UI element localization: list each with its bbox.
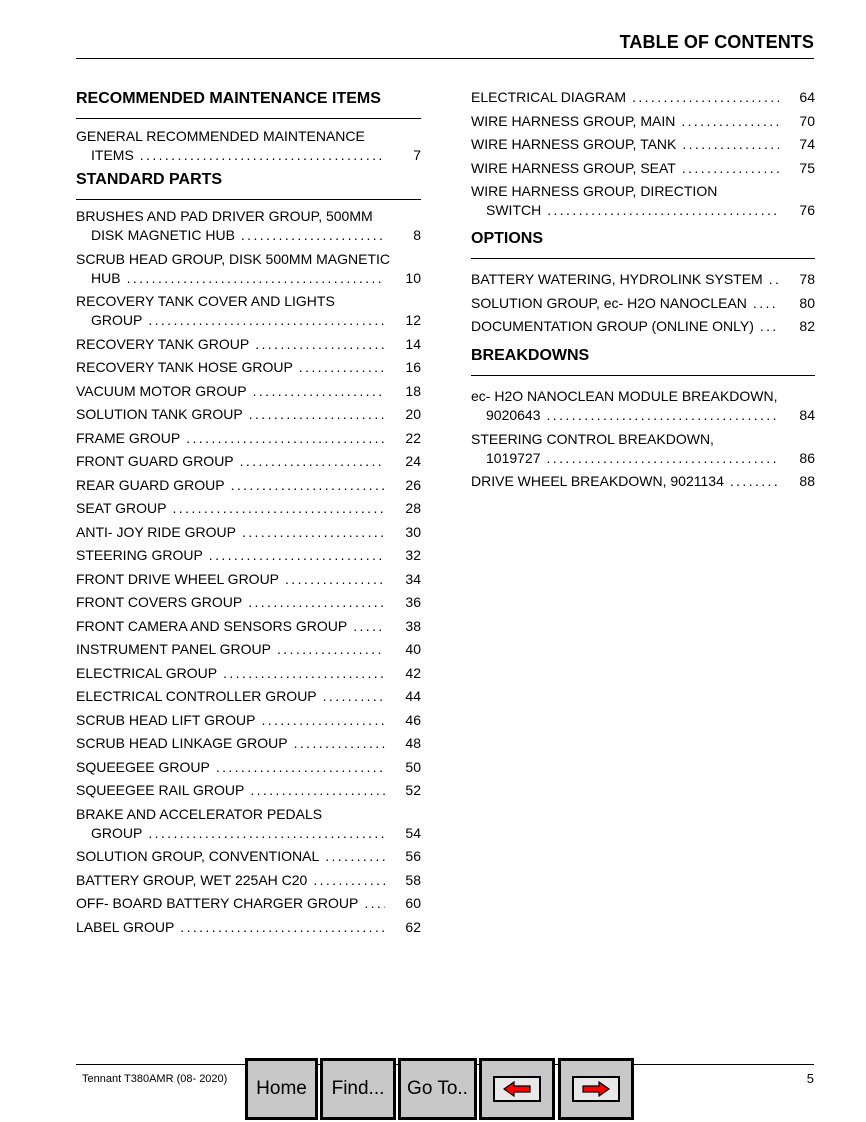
toc-entry-title: SWITCH (486, 202, 542, 218)
section-divider (76, 118, 421, 119)
toc-entry-page: 42 (405, 664, 421, 681)
toc-entry-page: 14 (405, 335, 421, 352)
next-arrow-frame (572, 1076, 620, 1102)
toc-entry[interactable] (76, 781, 421, 800)
toc-entry[interactable] (76, 499, 421, 518)
toc-entry-page: 60 (405, 895, 421, 911)
dot-leader (127, 269, 385, 288)
dot-leader (180, 918, 385, 937)
dot-leader (248, 593, 385, 612)
dot-leader (760, 317, 779, 336)
toc-entry-title-line: STEERING CONTROL BREAKDOWN, (471, 430, 714, 447)
toc-entry[interactable] (471, 270, 815, 289)
dot-leader (209, 546, 385, 565)
dot-leader (255, 335, 385, 354)
toc-entry[interactable] (76, 250, 421, 288)
toc-entry-title: GROUP (91, 824, 143, 841)
toc-entry-title-line: BRUSHES AND PAD DRIVER GROUP, 500MM (76, 208, 373, 224)
toc-entry[interactable] (76, 476, 421, 495)
toc-entry-page: 30 (405, 523, 421, 540)
dot-leader (242, 523, 385, 542)
previous-page-button[interactable] (479, 1058, 555, 1120)
toc-entry-page: 86 (799, 449, 815, 466)
toc-entry-page: 40 (405, 641, 421, 657)
toc-entry-page: 38 (405, 617, 421, 634)
toc-entry-page: 54 (405, 824, 421, 841)
toc-entry-page: 82 (799, 318, 815, 334)
toc-entry[interactable] (76, 593, 421, 612)
right-column (471, 0, 815, 1000)
toc-entry[interactable] (471, 88, 815, 107)
toc-entry-page: 50 (405, 758, 421, 775)
toc-entry[interactable] (76, 429, 421, 448)
toc-entry-title: 1019727 (486, 449, 541, 466)
toc-entry-title: DISK MAGNETIC HUB (91, 227, 235, 243)
toc-entry[interactable] (471, 317, 815, 336)
dot-leader (547, 449, 779, 468)
toc-entry-title: ELECTRICAL GROUP (76, 664, 218, 681)
section-divider (471, 375, 815, 376)
toc-entry-page: 58 (405, 871, 421, 888)
toc-entry-title: FRONT DRIVE WHEEL GROUP (76, 570, 280, 587)
toc-entry[interactable] (76, 894, 421, 913)
toc-entry-title: FRAME GROUP (76, 429, 181, 446)
dot-leader (241, 226, 385, 245)
toc-entry-title: HUB (91, 269, 121, 286)
toc-entry-title: ITEMS (91, 147, 134, 163)
toc-entry[interactable] (471, 112, 815, 131)
toc-entry[interactable] (76, 711, 421, 730)
toc-entry-title: LABEL GROUP (76, 918, 175, 935)
toc-entry-page: 78 (799, 271, 815, 287)
section-options (471, 230, 815, 248)
goto-button[interactable] (398, 1058, 477, 1120)
toc-entry-page: 64 (799, 89, 815, 105)
toc-entry-title: 9020643 (486, 407, 541, 423)
dot-leader (250, 781, 385, 800)
previous-arrow-frame (493, 1076, 541, 1102)
toc-entry-page: 22 (405, 429, 421, 446)
toc-entry-page: 24 (405, 453, 421, 469)
toc-entry-title: SOLUTION GROUP, ec- H2O NANOCLEAN (471, 294, 747, 311)
toc-entry-page: 10 (405, 269, 421, 286)
dot-leader (249, 405, 385, 424)
toc-entry-title-line: ec- H2O NANOCLEAN MODULE BREAKDOWN, (471, 388, 778, 404)
dot-leader (547, 201, 779, 220)
toc-entry-page: 52 (405, 782, 421, 798)
toc-entry-title: OFF- BOARD BATTERY CHARGER GROUP (76, 895, 359, 911)
toc-entry[interactable] (76, 871, 421, 890)
toc-entry-title: GROUP (91, 312, 143, 328)
dot-leader (547, 406, 779, 425)
toc-entry-title-line: BRAKE AND ACCELERATOR PEDALS (76, 805, 323, 822)
toc-entry[interactable] (471, 182, 815, 220)
dot-leader (353, 617, 385, 636)
dot-leader (186, 429, 385, 448)
toc-entry-page: 18 (405, 382, 421, 399)
dot-leader (148, 311, 385, 330)
toc-entry[interactable] (76, 127, 421, 165)
toc-entry[interactable] (76, 382, 421, 401)
toc-entry-page: 84 (799, 407, 815, 423)
toc-entry-title-line: GENERAL RECOMMENDED MAINTENANCE (76, 128, 365, 144)
toc-entry-title: SQUEEGEE GROUP (76, 758, 210, 775)
toc-entry[interactable] (471, 430, 815, 468)
toc-entry-page: 32 (405, 547, 421, 563)
section-breakdowns (471, 347, 815, 365)
dot-leader (216, 758, 385, 777)
toc-entry-page: 44 (405, 688, 421, 704)
dot-leader (769, 270, 779, 289)
toc-entry[interactable] (76, 664, 421, 683)
dot-leader (753, 294, 779, 313)
dot-leader (682, 159, 779, 178)
toc-entry-page: 70 (799, 112, 815, 129)
toc-entry-title: STEERING GROUP (76, 547, 203, 563)
toc-entry-title: SOLUTION GROUP, CONVENTIONAL (76, 848, 320, 864)
find-button[interactable] (320, 1058, 396, 1120)
toc-entry-page: 48 (405, 735, 421, 751)
home-button-label: Home (256, 1078, 307, 1099)
toc-entry[interactable] (76, 640, 421, 659)
toc-entry-title: SOLUTION TANK GROUP (76, 406, 243, 422)
toc-entry-title: WIRE HARNESS GROUP, TANK (471, 136, 677, 152)
toc-entry[interactable] (76, 292, 421, 330)
toc-entry-page: 28 (405, 500, 421, 516)
left-column (76, 0, 421, 1000)
toc-entry-title: BATTERY GROUP, WET 225AH C20 (76, 871, 308, 888)
toc-entry-title: REAR GUARD GROUP (76, 476, 225, 493)
section-heading: STANDARD PARTS (76, 171, 223, 188)
toc-entry[interactable] (76, 546, 421, 565)
toc-entry[interactable] (76, 734, 421, 753)
toc-entry[interactable] (76, 358, 421, 377)
toc-entry[interactable] (76, 335, 421, 354)
toc-entry-page: 20 (405, 406, 421, 422)
dot-leader (140, 146, 385, 165)
toc-entry[interactable] (76, 805, 421, 843)
toc-entry-page: 26 (405, 476, 421, 493)
toc-entry-title: WIRE HARNESS GROUP, MAIN (471, 112, 676, 129)
dot-leader (277, 640, 385, 659)
left-arrow-icon (503, 1081, 531, 1097)
toc-entry[interactable] (76, 405, 421, 424)
toc-entry-page: 12 (405, 312, 421, 328)
toc-entry-page: 7 (413, 147, 421, 163)
toc-entry-title: FRONT COVERS GROUP (76, 594, 243, 610)
toc-entry-title: ELECTRICAL DIAGRAM (471, 89, 627, 105)
toc-entry[interactable] (76, 687, 421, 706)
toc-entry-title: RECOVERY TANK GROUP (76, 335, 250, 352)
footer-doc-label: Tennant T380AMR (08- 2020) (82, 1073, 228, 1085)
section-divider (471, 258, 815, 259)
toc-entry[interactable] (76, 758, 421, 777)
toc-entry[interactable] (471, 472, 815, 491)
toc-entry[interactable] (76, 918, 421, 937)
dot-leader (173, 499, 385, 518)
dot-leader (148, 824, 385, 843)
toc-entry[interactable] (76, 847, 421, 866)
dot-leader (240, 452, 385, 471)
dot-leader (261, 711, 385, 730)
toc-entry[interactable] (471, 294, 815, 313)
toc-entry-page: 56 (405, 848, 421, 864)
toc-entry[interactable] (471, 387, 815, 425)
toc-entry-title: DOCUMENTATION GROUP (ONLINE ONLY) (471, 318, 754, 334)
toc-entry-page: 34 (405, 570, 421, 587)
toc-entry-title: BATTERY WATERING, HYDROLINK SYSTEM (471, 271, 763, 287)
dot-leader (253, 382, 385, 401)
section-recommended (76, 90, 421, 108)
goto-button-label: Go To.. (407, 1078, 468, 1099)
toc-entry-page: 46 (405, 711, 421, 728)
dot-leader (299, 358, 385, 377)
dot-leader (364, 894, 385, 913)
toc-entry[interactable] (76, 570, 421, 589)
section-heading: BREAKDOWNS (471, 347, 590, 364)
section-heading: OPTIONS (471, 230, 544, 247)
toc-entry-title: WIRE HARNESS GROUP, SEAT (471, 159, 676, 176)
toc-entry[interactable] (76, 523, 421, 542)
dot-leader (325, 847, 385, 866)
dot-leader (294, 734, 385, 753)
right-arrow-icon (582, 1081, 610, 1097)
home-button[interactable] (245, 1058, 318, 1120)
toc-entry[interactable] (76, 452, 421, 471)
toc-entry-title-line: SCRUB HEAD GROUP, DISK 500MM MAGNETIC (76, 250, 391, 267)
toc-entry-title: DRIVE WHEEL BREAKDOWN, 9021134 (471, 473, 724, 489)
toc-entry[interactable] (471, 135, 815, 154)
toc-entry-page: 36 (405, 594, 421, 610)
dot-leader (681, 112, 779, 131)
toc-entry-page: 74 (799, 136, 815, 152)
toc-entry-title: ELECTRICAL CONTROLLER GROUP (76, 688, 317, 704)
toc-entry-title: SEAT GROUP (76, 500, 167, 516)
toc-entry-page: 88 (799, 473, 815, 489)
toc-entry[interactable] (471, 159, 815, 178)
toc-entry-title-line: WIRE HARNESS GROUP, DIRECTION (471, 183, 718, 199)
find-button-label: Find... (331, 1078, 385, 1099)
dot-leader (313, 871, 385, 890)
toc-entry-title: SCRUB HEAD LIFT GROUP (76, 711, 256, 728)
toc-entry-title: SQUEEGEE RAIL GROUP (76, 782, 245, 798)
toc-entry-page: 8 (413, 227, 421, 243)
dot-leader (632, 88, 779, 107)
toc-entry[interactable] (76, 207, 421, 245)
dot-leader (231, 476, 385, 495)
toc-entry-page: 16 (405, 359, 421, 375)
dot-leader (285, 570, 385, 589)
toc-entry-page: 62 (405, 918, 421, 935)
toc-entry-title: VACUUM MOTOR GROUP (76, 382, 247, 399)
dot-leader (682, 135, 779, 154)
footer-page-number: 5 (806, 1071, 814, 1086)
dot-leader (223, 664, 385, 683)
dot-leader (323, 687, 385, 706)
section-heading: RECOMMENDED MAINTENANCE ITEMS (76, 90, 381, 107)
toc-entry-title-line: RECOVERY TANK COVER AND LIGHTS (76, 293, 335, 309)
toc-entry-title: FRONT GUARD GROUP (76, 453, 234, 469)
toc-entry-page: 75 (799, 159, 815, 176)
toc-entry-title: ANTI- JOY RIDE GROUP (76, 523, 236, 540)
toc-entry-title: SCRUB HEAD LINKAGE GROUP (76, 735, 288, 751)
toc-entry-title: INSTRUMENT PANEL GROUP (76, 641, 271, 657)
next-page-button[interactable] (558, 1058, 634, 1120)
section-standard (76, 171, 421, 189)
page-title: TABLE OF CONTENTS (619, 32, 814, 52)
dot-leader (730, 472, 779, 491)
toc-entry-title: FRONT CAMERA AND SENSORS GROUP (76, 617, 348, 634)
toc-entry-page: 76 (799, 202, 815, 218)
section-divider (76, 199, 421, 200)
toc-entry-page: 80 (799, 294, 815, 311)
toc-entry[interactable] (76, 617, 421, 636)
toc-entry-title: RECOVERY TANK HOSE GROUP (76, 359, 293, 375)
